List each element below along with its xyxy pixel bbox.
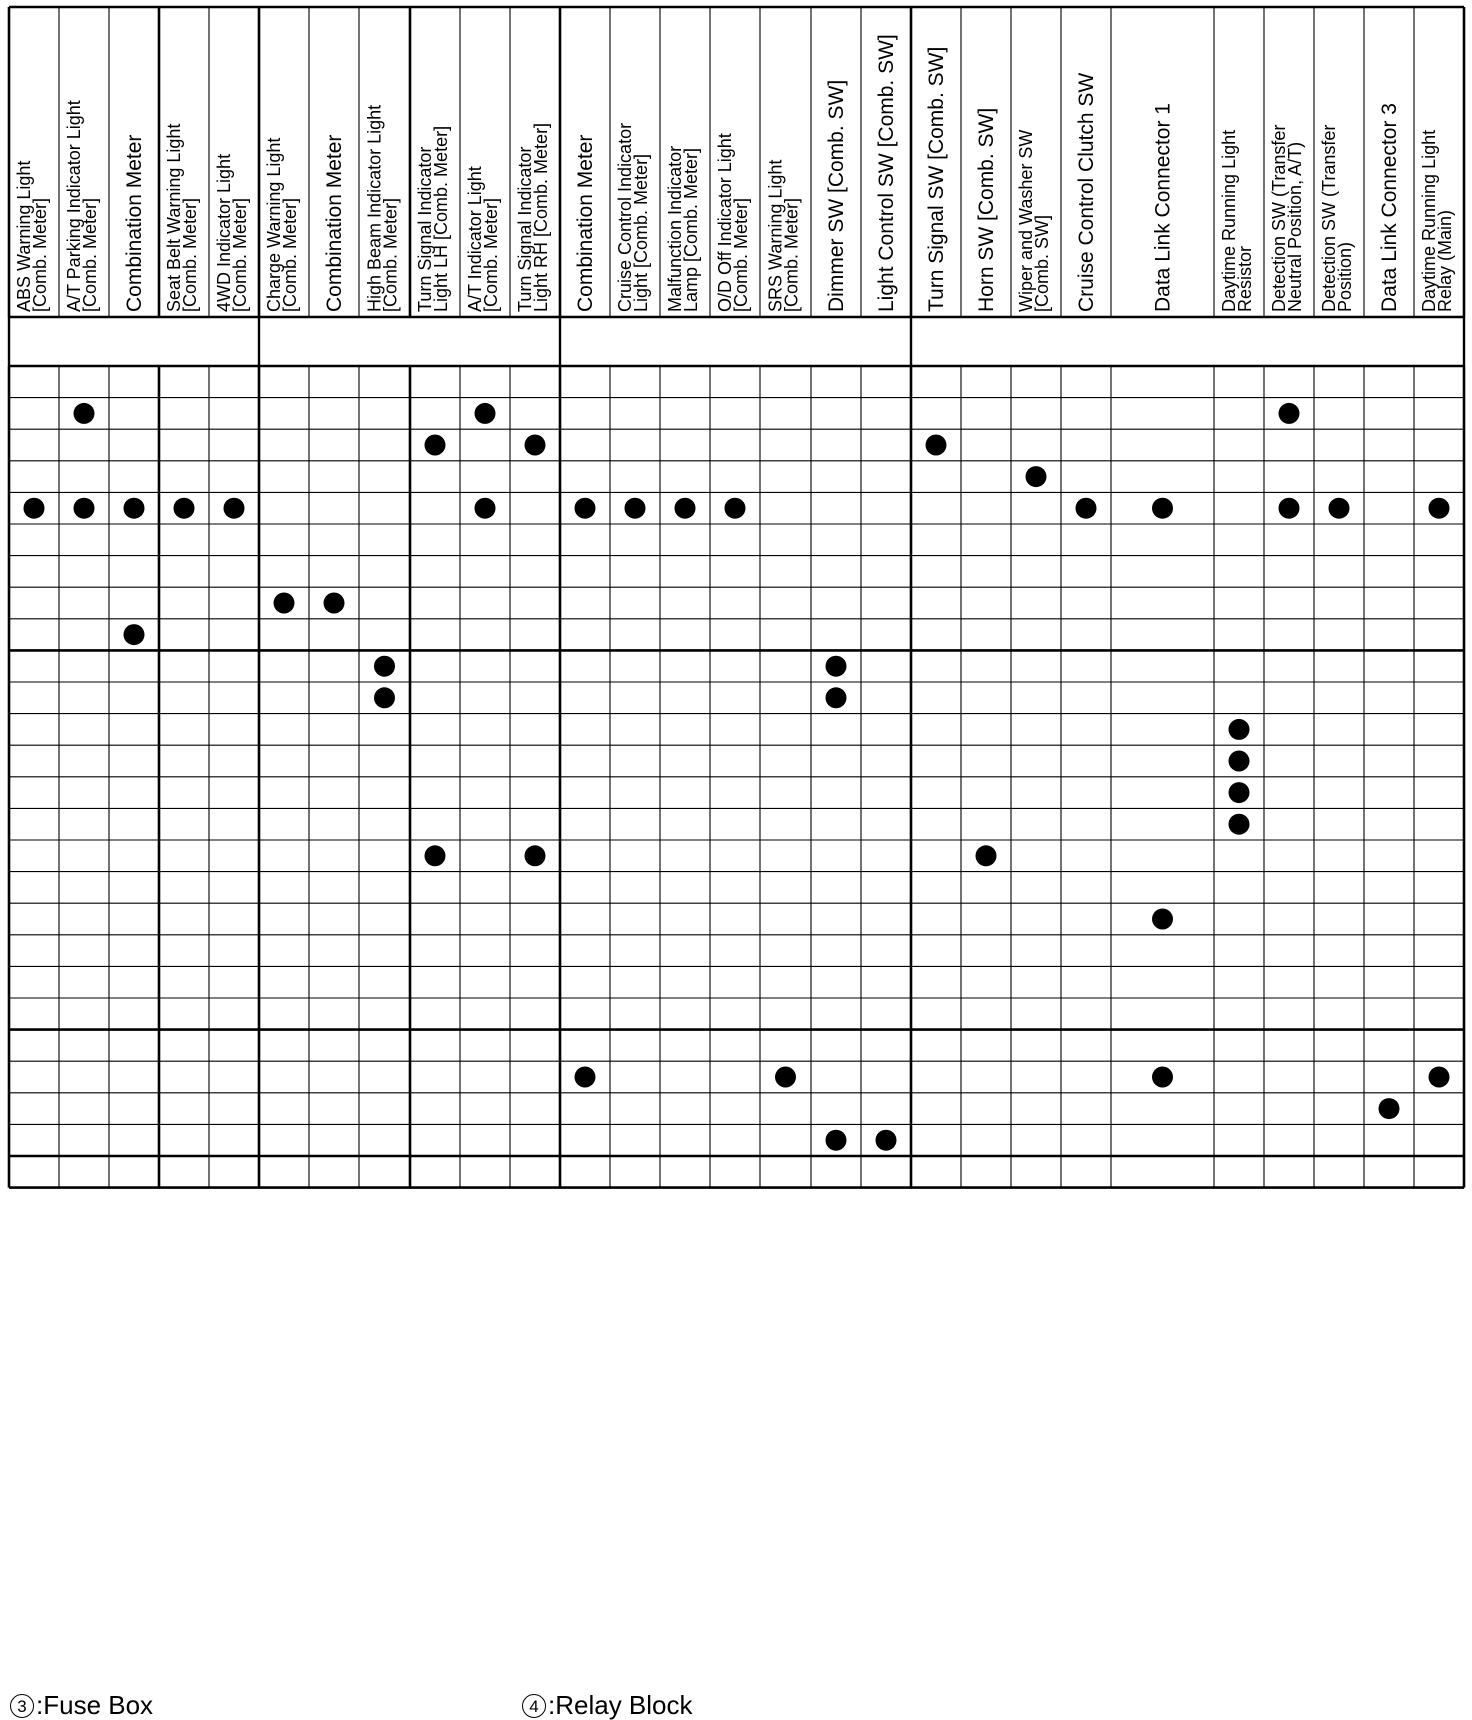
connection-dot bbox=[475, 498, 496, 519]
connection-dot bbox=[725, 498, 746, 519]
column-header: High Beam Indicator Light[Comb. Meter] bbox=[364, 104, 401, 312]
legend-label: :Fuse Box bbox=[36, 1690, 154, 1720]
connection-dot bbox=[124, 498, 145, 519]
column-header: Light Control SW [Comb. SW] bbox=[875, 34, 898, 312]
connection-dot bbox=[575, 1067, 596, 1088]
connection-dot bbox=[374, 687, 395, 708]
column-header: O/D Off Indicator Light[Comb. Meter] bbox=[715, 133, 751, 312]
connection-dot bbox=[575, 498, 596, 519]
column-header: Malfunction IndicatorLamp [Comb. Meter] bbox=[665, 145, 701, 312]
connection-dot bbox=[124, 624, 145, 645]
connection-dot bbox=[475, 403, 496, 424]
connection-dot bbox=[625, 498, 646, 519]
legend-relay-block bbox=[522, 1690, 693, 1720]
connection-dot bbox=[675, 498, 696, 519]
column-header: Seat Belt Warning Light[Comb. Meter] bbox=[164, 123, 200, 312]
connection-dot bbox=[926, 435, 947, 456]
column-header: ABS Warning Light[Comb. Meter] bbox=[14, 160, 50, 312]
connection-dot bbox=[24, 498, 45, 519]
column-header: Combination Meter bbox=[574, 134, 597, 312]
connection-dot bbox=[1429, 1067, 1450, 1088]
connection-dot bbox=[425, 435, 446, 456]
connection-dot bbox=[1152, 909, 1173, 930]
column-header: Horn SW [Comb. SW] bbox=[975, 107, 998, 312]
connection-dot bbox=[1279, 403, 1300, 424]
column-header: Turn Signal IndicatorLight RH [Comb. Meter] bbox=[515, 122, 551, 312]
column-header: 4WD Indicator Light[Comb. Meter] bbox=[214, 153, 250, 312]
legend-label: :Relay Block bbox=[548, 1690, 693, 1720]
connection-dot bbox=[876, 1130, 897, 1151]
circled-number: 3 bbox=[10, 1694, 34, 1718]
column-header: Dimmer SW [Comb. SW] bbox=[825, 79, 848, 312]
connection-dot bbox=[826, 687, 847, 708]
connection-dot bbox=[224, 498, 245, 519]
column-header: Cruise Control IndicatorLight [Comb. Meter] bbox=[615, 122, 651, 312]
connection-dot bbox=[525, 845, 546, 866]
column-header: Combination Meter bbox=[323, 134, 346, 312]
connection-dot bbox=[1026, 466, 1047, 487]
column-header: Data Link Connector 3 bbox=[1378, 103, 1401, 312]
column-header: A/T Parking Indicator Light[Comb. Meter] bbox=[64, 100, 100, 312]
column-header: Combination Meter bbox=[123, 134, 146, 312]
connection-dot bbox=[976, 845, 997, 866]
column-header: Detection SW (TransferNeutral Position, A/T) bbox=[1269, 124, 1305, 312]
connection-dot bbox=[1279, 498, 1300, 519]
column-header: A/T Indicator Light[Comb. Meter] bbox=[465, 166, 501, 312]
connection-dot bbox=[425, 845, 446, 866]
connection-dot bbox=[1429, 498, 1450, 519]
connection-dot bbox=[1229, 719, 1250, 740]
legend-fuse-box bbox=[10, 1690, 153, 1720]
column-header: Charge Warning Light[Comb. Meter] bbox=[264, 137, 300, 312]
column-header: Daytime Running LightResistor bbox=[1219, 129, 1255, 312]
connection-dot bbox=[826, 656, 847, 677]
column-header: Data Link Connector 1 bbox=[1151, 103, 1175, 312]
connection-dot bbox=[525, 435, 546, 456]
column-header-labels bbox=[14, 34, 1455, 312]
connection-dot bbox=[1229, 751, 1250, 772]
connection-dot bbox=[1329, 498, 1350, 519]
column-header: Cruise Control Clutch SW bbox=[1075, 72, 1098, 312]
connection-dot bbox=[1076, 498, 1097, 519]
connection-dot bbox=[1152, 498, 1173, 519]
circled-number: 4 bbox=[522, 1694, 546, 1718]
connection-dot bbox=[1229, 782, 1250, 803]
connection-dot bbox=[274, 593, 295, 614]
column-header: Turn Signal IndicatorLight LH [Comb. Meter] bbox=[415, 125, 451, 312]
column-header: SRS Warning Light[Comb. Meter] bbox=[765, 159, 802, 312]
connection-dot bbox=[374, 656, 395, 677]
connection-dot bbox=[74, 498, 95, 519]
connection-dot bbox=[74, 403, 95, 424]
column-header: Turn Signal SW [Comb. SW] bbox=[925, 46, 948, 312]
connection-dot bbox=[826, 1130, 847, 1151]
connection-dot bbox=[324, 593, 345, 614]
connection-dot bbox=[775, 1067, 796, 1088]
connection-dot bbox=[1152, 1067, 1173, 1088]
column-header: Daytime Running LightRelay (Main) bbox=[1419, 129, 1455, 312]
connection-dot bbox=[1379, 1098, 1400, 1119]
connection-dot bbox=[174, 498, 195, 519]
column-header: Detection SW (TransferPosition) bbox=[1319, 124, 1355, 312]
connection-dot bbox=[1229, 814, 1250, 835]
column-header: Wiper and Washer SW[Comb. SW] bbox=[1016, 129, 1052, 312]
